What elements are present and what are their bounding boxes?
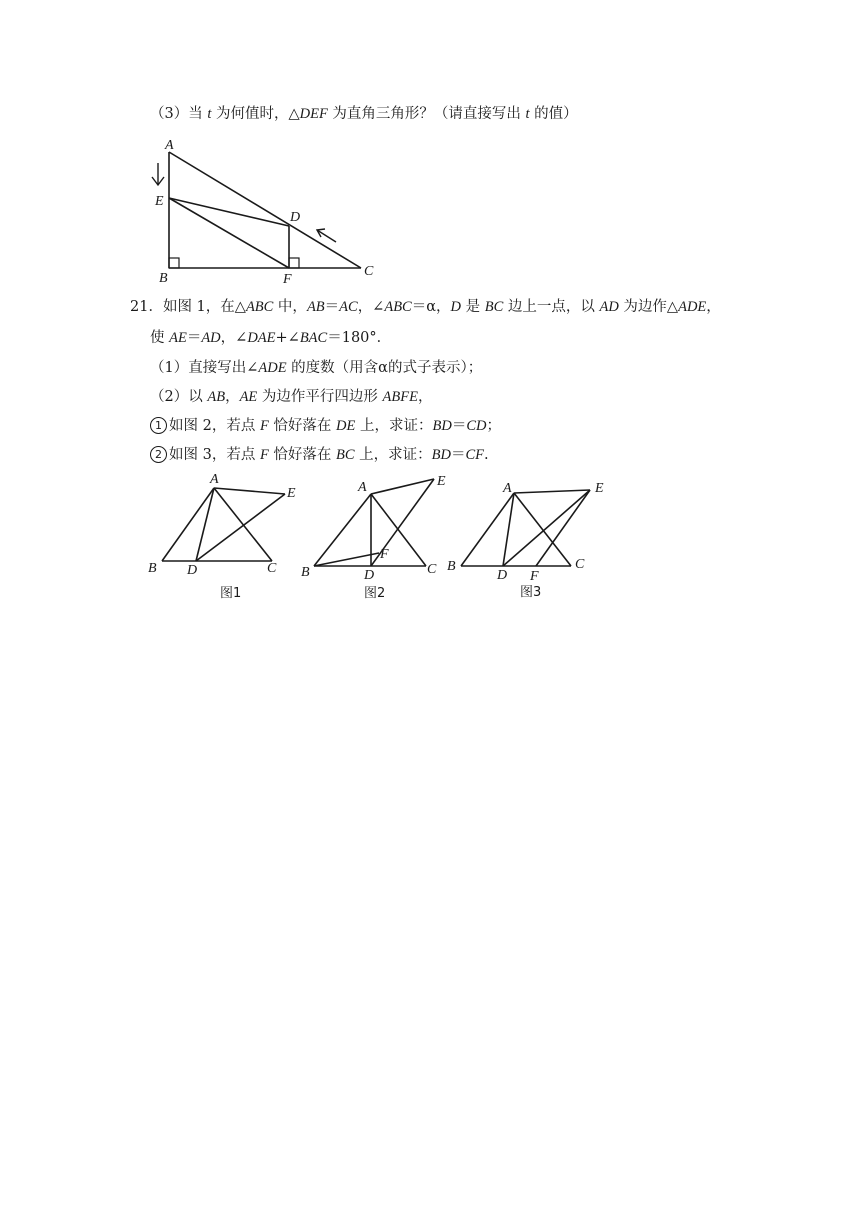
q20-part3-text: （3）当 t 为何值时，△DEF 为直角三角形？（请直接写出 t 的值） — [150, 106, 578, 122]
label-point-e: E — [155, 194, 164, 209]
fig1-caption: 图1 — [220, 586, 242, 601]
fig2-label-f: F — [380, 547, 389, 562]
circled-number-2: 2 — [150, 446, 167, 463]
fig1-label-e: E — [287, 486, 296, 501]
q21-part2-sub1: 1 如图 2，若点 F 恰好落在 DE 上，求证：BD＝CD； — [150, 416, 501, 436]
fig2-label-d: D — [364, 568, 375, 583]
fig3-label-d: D — [497, 568, 508, 583]
q21-part2-sub2: 2 如图 3，若点 F 恰好落在 BC 上，求证：BD＝CF. — [150, 445, 489, 465]
label-point-f: F — [283, 272, 292, 287]
fig3-label-f: F — [530, 569, 539, 584]
q21-line2: 使 AE＝AD，∠DAE+∠BAC＝180°． — [150, 330, 392, 346]
fig3-label-a: A — [503, 481, 512, 496]
fig3-label-e: E — [595, 481, 604, 496]
fig2-caption: 图2 — [364, 586, 386, 601]
fig3-label-b: B — [447, 559, 456, 574]
fig1-label-d: D — [187, 563, 198, 578]
fig2-label-a: A — [358, 480, 367, 495]
fig1-label-b: B — [148, 561, 157, 576]
fig2-label-b: B — [301, 565, 310, 580]
label-point-d: D — [290, 210, 301, 225]
q21-part1: （1）直接写出∠ADE 的度数（用含α的式子表示）； — [150, 360, 483, 376]
label-point-a: A — [165, 138, 174, 153]
label-point-b: B — [159, 271, 168, 286]
q21-line1: 21．如图 1，在△ABC 中，AB＝AC，∠ABC＝α，D 是 BC 边上一点，以 AD 为边作△ADE， — [130, 299, 721, 315]
fig3-label-c: C — [575, 557, 585, 572]
circled-number-1: 1 — [150, 417, 167, 434]
fig1-label-c: C — [267, 561, 277, 576]
fig3-caption: 图3 — [520, 585, 542, 600]
q21-part2: （2）以 AB，AE 为边作平行四边形 ABFE， — [150, 389, 433, 405]
fig2-label-c: C — [427, 562, 437, 577]
fig2-label-e: E — [437, 474, 446, 489]
fig1-label-a: A — [210, 472, 219, 487]
label-point-c: C — [364, 264, 374, 279]
